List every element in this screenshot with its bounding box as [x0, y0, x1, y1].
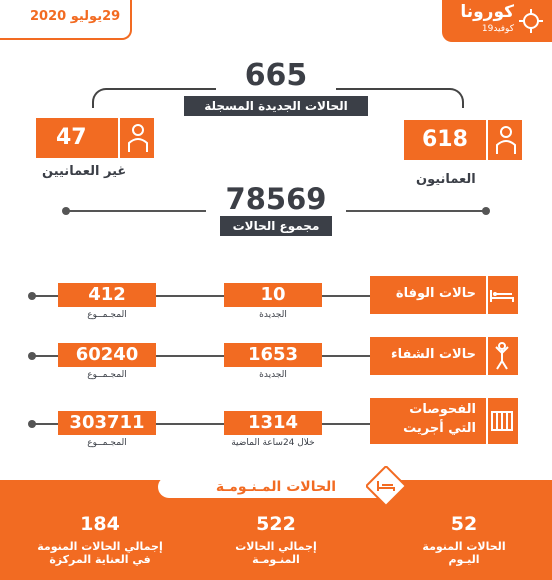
tests-row-dot — [28, 420, 36, 428]
total-value: 78569 — [206, 182, 346, 216]
report-date: 29يوليو 2020 — [30, 9, 121, 24]
icu-hospitalized-value: 184 — [80, 513, 120, 535]
new-cases-value: 665 — [216, 58, 336, 93]
recovered-new-value: 1653 — [224, 343, 322, 367]
recovered-total-caption: المجـمــوع — [87, 370, 127, 380]
non-omanis-value: 47 — [56, 125, 87, 150]
recovered-label: حالات الشفاء — [391, 347, 476, 362]
today-hospitalized-value: 52 — [450, 513, 478, 535]
deaths-label: حالات الوفاة — [395, 286, 476, 301]
deaths-new-caption: الجديدة — [259, 310, 287, 320]
non-omanis-box — [36, 118, 154, 158]
tests-label-line2: التي أجريت — [403, 421, 476, 436]
deaths-row-dot — [28, 292, 36, 300]
tests-total-value: 303711 — [58, 411, 156, 435]
header — [0, 0, 552, 46]
tests-new-caption: خلال 24ساعة الماضية — [231, 438, 315, 448]
recovered-new-caption: الجديدة — [259, 370, 287, 380]
tests-label-line1: الفحوصات — [409, 402, 476, 417]
today-hospitalized-caption: الحالات المنومة اليـوم — [422, 540, 506, 566]
bed-icon — [486, 276, 518, 314]
tests-tag — [370, 398, 518, 444]
recovered-row-dot — [28, 352, 36, 360]
omanis-label: العمانيون — [416, 172, 476, 187]
deaths-new-value: 10 — [224, 283, 322, 307]
deaths-total-caption: المجـمــوع — [87, 310, 127, 320]
brand-title: كورونا — [460, 2, 514, 22]
virus-icon — [518, 8, 544, 34]
icu-hospitalized-caption: إجمالي الحالات المنومة في العناية المركزة — [37, 540, 163, 566]
recovered-tag — [370, 337, 518, 375]
hospital-bed-icon — [366, 466, 406, 506]
tests-new-value: 1314 — [224, 411, 322, 435]
brand-card — [442, 0, 552, 42]
omanis-box — [404, 120, 522, 160]
total-line-dot-right — [482, 207, 490, 215]
date-card — [0, 0, 132, 40]
person-icon — [118, 118, 154, 158]
hospitalized-title: الحالات المـنـومـة — [158, 476, 394, 498]
deaths-tag — [370, 276, 518, 314]
new-cases-label: الحالات الجديدة المسجلة — [184, 96, 368, 116]
total-hospitalized-caption: إجمالي الحالات المنـومـة — [235, 540, 317, 566]
test-tubes-icon — [486, 398, 518, 444]
recovered-total-value: 60240 — [58, 343, 156, 367]
tests-total-caption: المجـمــوع — [87, 438, 127, 448]
recovered-person-icon — [486, 337, 518, 375]
total-hospitalized-value: 522 — [256, 513, 296, 535]
non-omanis-label: غير العمانيين — [42, 164, 127, 179]
total-label: مجموع الحالات — [220, 216, 332, 236]
brand-subtitle: كوفيد19 — [481, 24, 514, 34]
person-icon — [486, 120, 522, 160]
omanis-value: 618 — [422, 127, 468, 152]
deaths-total-value: 412 — [58, 283, 156, 307]
